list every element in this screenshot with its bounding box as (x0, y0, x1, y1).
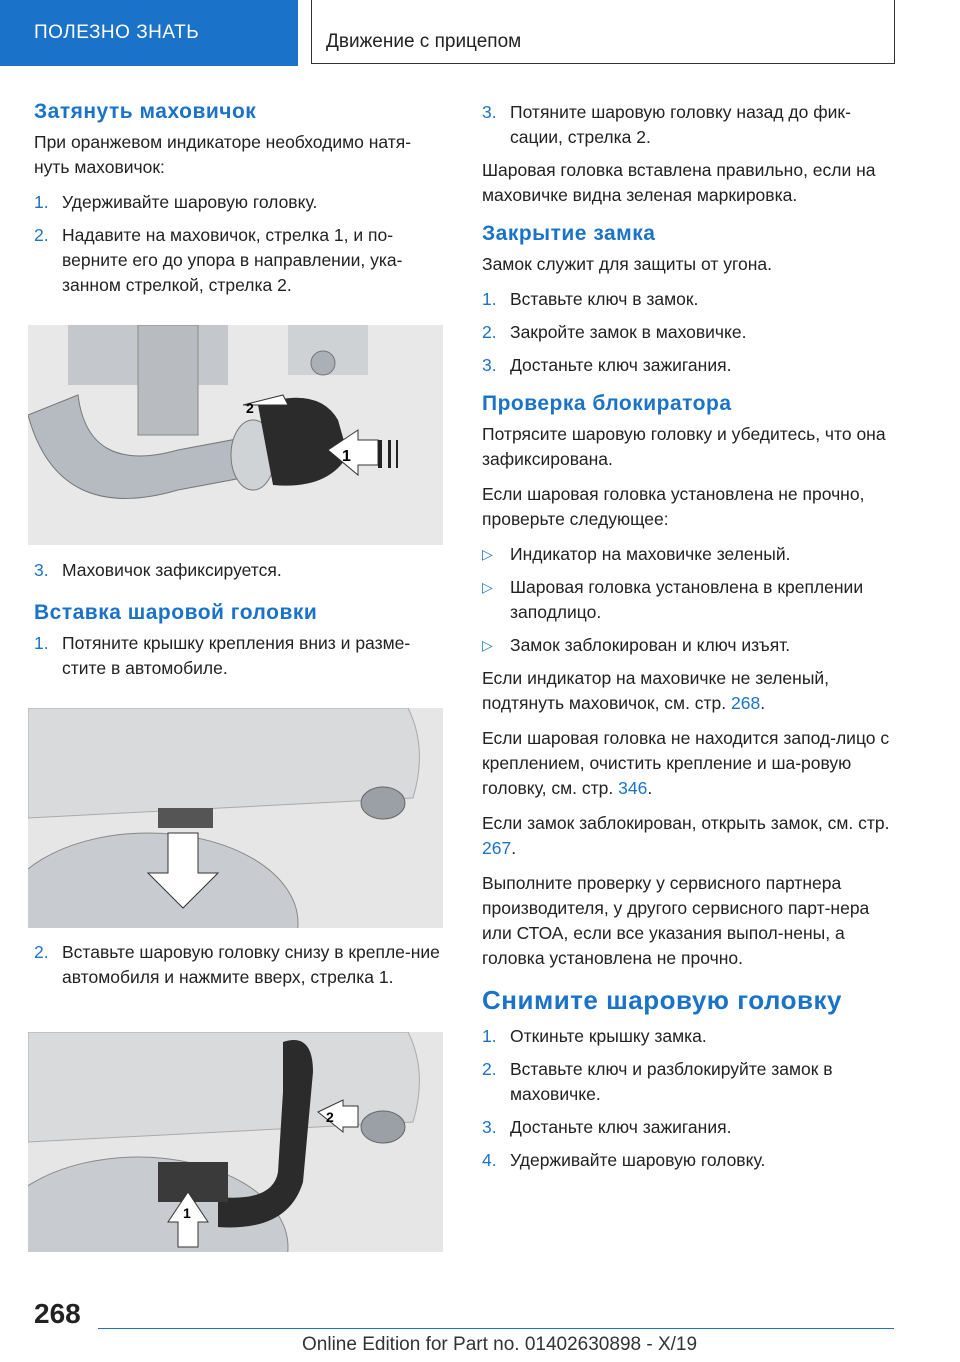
list-item: 3. Маховичок зафиксируется. (34, 560, 282, 580)
page-link[interactable]: 346 (618, 778, 648, 798)
list-item: 2. Надавите на маховичок, стрелка 1, и по-верните его до упора в направлении, ука-занном стрелкой, стрелка 2. (34, 225, 403, 295)
page-number: 268 (34, 1298, 81, 1329)
page-link[interactable]: 268 (731, 693, 761, 713)
paragraph: Если шаровая головка установлена не прочно, проверьте следующее: (482, 484, 865, 529)
ballhead-illustration (28, 1032, 443, 1252)
list-item: 2. Вставьте ключ и разблокируйте замок в маховичке. (482, 1059, 833, 1104)
section-title-insert: Вставка шаровой головки (34, 601, 318, 624)
list-item: 3. Потяните шаровую головку назад до фик-сации, стрелка 2. (482, 102, 851, 147)
arrow-label-2: 2 (326, 1109, 334, 1125)
paragraph: Если индикатор на маховичке не зеленый, подтянуть маховичок, см. стр. 268. (482, 668, 830, 713)
section-title-remove: Снимите шаровую головку (482, 985, 842, 1015)
paragraph: При оранжевом индикаторе необходимо натя-нуть маховичок: (34, 132, 412, 177)
chapter-header (311, 0, 895, 64)
edition-note: Online Edition for Part no. 01402630898 - X/19 (302, 1334, 698, 1355)
section-tab (0, 0, 298, 66)
paragraph: Выполните проверку у сервисного партнера производителя, у другого сервисного парт-нера или СТОА, если все указания выпол-нены, а головка установлена не прочно. (482, 873, 870, 968)
bumper-illustration (28, 708, 443, 928)
list-item: 1. Вставьте ключ в замок. (482, 289, 699, 309)
left-column (34, 100, 444, 306)
bullet-item: ▷ Индикатор на маховичке зеленый. (482, 542, 897, 567)
list-item: 2. Закройте замок в маховичке. (482, 322, 747, 342)
triangle-bullet-icon: ▷ (482, 637, 493, 653)
triangle-bullet-icon: ▷ (482, 546, 493, 562)
list-item: 1. Удерживайте шаровую головку. (34, 192, 318, 212)
list-item: 3. Достаньте ключ зажигания. (482, 1117, 732, 1137)
left-column-3 (34, 940, 444, 998)
list-item: 1. Откиньте крышку замка. (482, 1026, 707, 1046)
list-item: 2. Вставьте шаровую головку снизу в крепле-ние автомобиля и нажмите вверх, стрелка 1. (34, 942, 440, 987)
page-link[interactable]: 267 (482, 838, 512, 858)
arrow-label-1: 1 (183, 1205, 191, 1221)
chapter-label: Движение с прицепом (326, 31, 522, 52)
paragraph: Если замок заблокирован, открыть замок, см. стр. 267. (482, 813, 890, 858)
arrow-label-2: 2 (246, 400, 254, 416)
left-column-2 (34, 558, 444, 689)
handwheel-illustration (28, 325, 443, 545)
section-label: ПОЛЕЗНО ЗНАТЬ (34, 22, 200, 43)
bullet-item: ▷ Шаровая головка установлена в креплении заподлицо. (482, 577, 864, 622)
paragraph: Потрясите шаровую головку и убедитесь, что она зафиксирована. (482, 424, 886, 469)
list-item: 3. Достаньте ключ зажигания. (482, 355, 732, 375)
arrow-label-1: 1 (342, 448, 351, 465)
footer-divider (98, 1328, 894, 1329)
section-title-check: Проверка блокиратора (482, 392, 732, 415)
right-column (482, 100, 897, 1181)
paragraph: Если шаровая головка не находится запод-лицо с креплением, очистить крепление и ша-ровую головку, см. стр. 346. (482, 728, 890, 798)
bullet-item: ▷ Замок заблокирован и ключ изъят. (482, 633, 897, 658)
list-item: 4. Удерживайте шаровую головку. (482, 1150, 766, 1170)
paragraph: Шаровая головка вставлена правильно, если на маховичке видна зеленая маркировка. (482, 160, 876, 205)
paragraph: Замок служит для защиты от угона. (482, 254, 772, 274)
list-item: 1. Потяните крышку крепления вниз и разме-стите в автомобиле. (34, 633, 411, 678)
section-title-lock: Закрытие замка (482, 222, 656, 245)
triangle-bullet-icon: ▷ (482, 579, 493, 595)
section-title-tighten: Затянуть маховичок (34, 100, 257, 123)
